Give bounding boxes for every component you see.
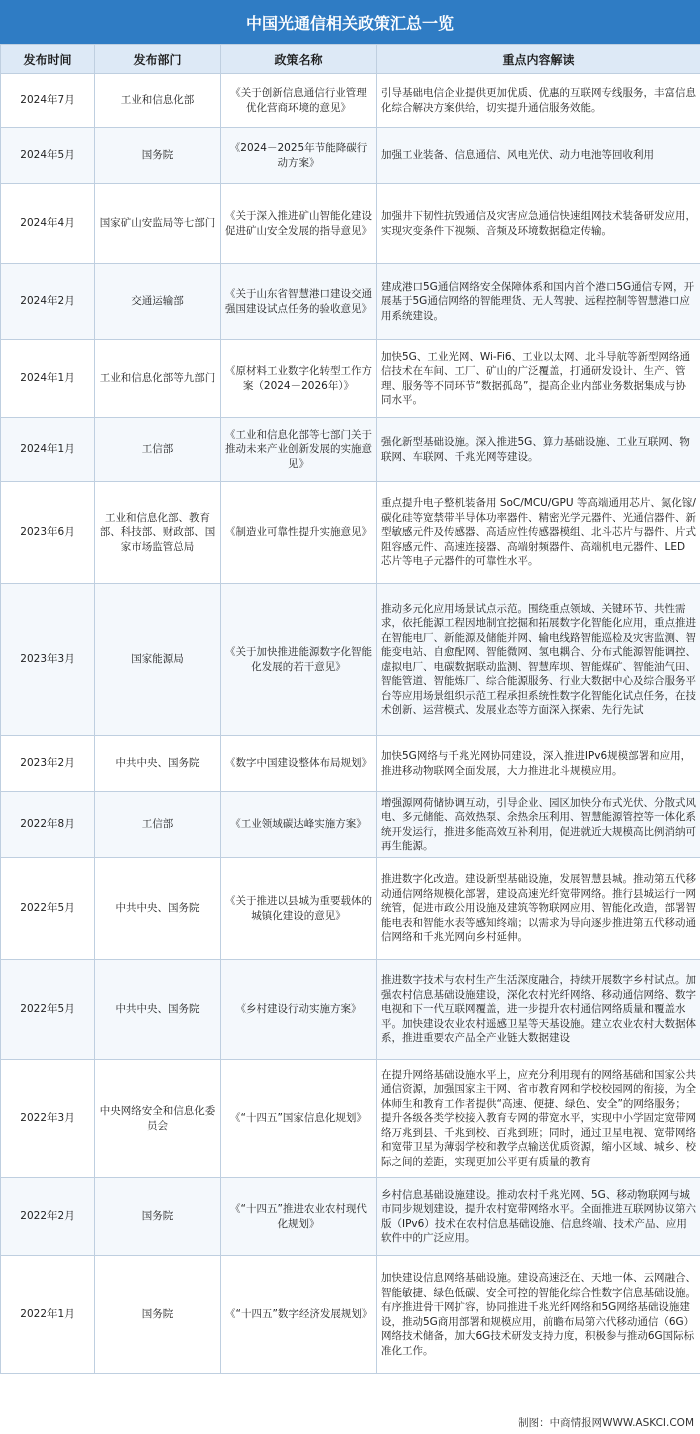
source-footer: 制图：中商情报网WWW.ASKCI.COM [518,1417,694,1429]
cell-content: 引导基础电信企业提供更加优质、优惠的互联网专线服务，丰富信息化综合解决方案供给，切实提升通信服务效能。 [377,74,700,128]
table-row [1,584,700,736]
cell-date: 2023年3月 [1,584,95,736]
cell-dept: 国家矿山安监局等七部门 [95,184,221,264]
table-header-row [1,45,700,74]
cell-dept: 工信部 [95,418,221,482]
table-row [1,1178,700,1256]
cell-policy-name: 《“十四五”数字经济发展规划》 [221,1256,377,1374]
cell-date: 2022年3月 [1,1060,95,1178]
cell-date: 2023年6月 [1,482,95,584]
cell-dept: 国家能源局 [95,584,221,736]
cell-policy-name: 《乡村建设行动实施方案》 [221,960,377,1060]
cell-content: 加强井下韧性抗毁通信及灾害应急通信快速组网技术装备研发应用，实现灾变条件下视频、音频及环境数据稳定传输。 [377,184,700,264]
header-dept: 发布部门 [95,45,221,74]
table-row [1,128,700,184]
cell-content: 加快建设信息网络基础设施。建设高速泛在、天地一体、云网融合、智能敏捷、绿色低碳、安全可控的智能化综合性数字信息基础设施。有序推进骨干网扩容，协同推进千兆光纤网络和5G网络基础设施建设，推动5G商用部署和规模应用，前瞻布局第六代移动通信（6G）网络技术储备，加大6G技术研发支持力度，积极参与推动6G国际标准化工作。 [377,1256,700,1374]
cell-dept: 中共中央、国务院 [95,960,221,1060]
cell-dept: 工业和信息化部、教育部、科技部、财政部、国家市场监管总局 [95,482,221,584]
cell-policy-name: 《关于加快推进能源数字化智能化发展的若干意见》 [221,584,377,736]
cell-dept: 工信部 [95,792,221,858]
cell-date: 2024年2月 [1,264,95,340]
cell-policy-name: 《制造业可靠性提升实施意见》 [221,482,377,584]
cell-date: 2022年5月 [1,858,95,960]
cell-dept: 中共中央、国务院 [95,736,221,792]
cell-dept: 中共中央、国务院 [95,858,221,960]
cell-dept: 国务院 [95,128,221,184]
page-title: 中国光通信相关政策汇总一览 [0,0,700,44]
cell-dept: 交通运输部 [95,264,221,340]
cell-policy-name: 《数字中国建设整体布局规划》 [221,736,377,792]
table-row [1,418,700,482]
cell-policy-name: 《2024－2025年节能降碳行动方案》 [221,128,377,184]
table-row [1,340,700,418]
cell-policy-name: 《关于推进以县城为重要载体的城镇化建设的意见》 [221,858,377,960]
cell-content: 加快5G、工业光网、Wi-Fi6、工业以太网、北斗导航等新型网络通信技术在车间、工厂、矿山的广泛覆盖，打通研发设计、生产、管理、服务等不同环节“数据孤岛”，提高企业内部业务数据集成与协同水平。 [377,340,700,418]
cell-date: 2022年1月 [1,1256,95,1374]
cell-date: 2022年8月 [1,792,95,858]
cell-policy-name: 《关于创新信息通信行业管理 优化营商环境的意见》 [221,74,377,128]
cell-dept: 中央网络安全和信息化委员会 [95,1060,221,1178]
table-row [1,736,700,792]
cell-content: 推动多元化应用场景试点示范。围绕重点领域、关键环节、共性需求，依托能源工程因地制宜挖掘和拓展数字化智能化应用，重点推进在智能电厂、新能源及储能并网、输电线路智能巡检及灾害监测、智能变电站、自愈配网、智能微网、氢电耦合、分布式能源智能调控、虚拟电厂、电碳数据联动监测、智慧库坝、智能煤矿、智能油气田、智能管道、智能炼厂、综合能源服务、行业大数据中心及综合服务平台等应用场景组织示范工程承担系统性数字化智能化试点任务，在技术创新、运营模式、发展业态等方面深入探索、先行先试 [377,584,700,736]
cell-policy-name: 《关于深入推进矿山智能化建设促进矿山安全发展的指导意见》 [221,184,377,264]
cell-date: 2024年1月 [1,340,95,418]
cell-content: 增强源网荷储协调互动，引导企业、园区加快分布式光伏、分散式风电、多元储能、高效热泵、余热余压利用、智慧能源管控等一体化系统开发运行，推进多能高效互补利用，促进就近大规模高比例消纳可再生能源。 [377,792,700,858]
table-row [1,482,700,584]
cell-date: 2023年2月 [1,736,95,792]
cell-dept: 工业和信息化部等九部门 [95,340,221,418]
cell-date: 2024年4月 [1,184,95,264]
cell-dept: 工业和信息化部 [95,74,221,128]
table-row [1,1256,700,1374]
policy-table [0,44,700,1374]
cell-date: 2024年5月 [1,128,95,184]
cell-content: 推进数字技术与农村生产生活深度融合，持续开展数字乡村试点。加强农村信息基础设施建设，深化农村光纤网络、移动通信网络、数字电视和下一代互联网覆盖，进一步提升农村通信网络质量和覆盖水平。加快建设农业农村遥感卫星等天基设施。建立农业农村大数据体系，推进重要农产品全产业链大数据建设 [377,960,700,1060]
cell-policy-name: 《“十四五”推进农业农村现代化规划》 [221,1178,377,1256]
cell-content: 乡村信息基础设施建设。推动农村千兆光网、5G、移动物联网与城市同步规划建设，提升农村宽带网络水平。全面推进互联网协议第六版（IPv6）技术在农村信息基础设施、信息终端、技术产品、应用软件中的广泛应用。 [377,1178,700,1256]
cell-date: 2024年1月 [1,418,95,482]
cell-dept: 国务院 [95,1256,221,1374]
cell-date: 2022年5月 [1,960,95,1060]
cell-content: 在提升网络基础设施水平上，应充分利用现有的网络基础和国家公共通信资源，加强国家主干网、省市教育网和学校校园网的衔接，为全体师生和教育工作者提供“高速、便捷、绿色、安全”的网络服务；提升各级各类学校接入教育专网的带宽水平，实现中小学固定宽带网络万兆到县、千兆到校、百兆到班；同时，通过卫星电视、宽带网络和宽带卫星为薄弱学校和教学点输送优质资源，缩小区域、城乡、校际之间的差距，实现更加公平更有质量的教育 [377,1060,700,1178]
cell-policy-name: 《关于山东省智慧港口建设交通强国建设试点任务的验收意见》 [221,264,377,340]
cell-content: 加快5G网络与千兆光网协同建设，深入推进IPv6规模部署和应用，推进移动物联网全面发展，大力推进北斗规模应用。 [377,736,700,792]
table-row [1,184,700,264]
cell-content: 推进数字化改造。建设新型基础设施，发展智慧县城。推动第五代移动通信网络规模化部署，建设高速光纤宽带网络。推行县城运行一网统管，促进市政公用设施及建筑等物联网应用、智能化改造，部署智能电表和智能水表等感知终端；以需求为导向逐步推进第五代移动通信网络和千兆光网向乡村延伸。 [377,858,700,960]
cell-dept: 国务院 [95,1178,221,1256]
header-date: 发布时间 [1,45,95,74]
cell-policy-name: 《工业领域碳达峰实施方案》 [221,792,377,858]
cell-content: 重点提升电子整机装备用 SoC/MCU/GPU 等高端通用芯片、氮化镓/碳化硅等宽禁带半导体功率器件、精密光学元器件、光通信器件、新型敏感元件及传感器、高适应性传感器模组、北斗芯片与器件、片式阻容感元件、高速连接器、高端射频器件、高端机电元器件、LED 芯片等电子元器件的可靠性水平。 [377,482,700,584]
header-name: 政策名称 [221,45,377,74]
header-content: 重点内容解读 [377,45,700,74]
cell-content: 加强工业装备、信息通信、风电光伏、动力电池等回收利用 [377,128,700,184]
table-row [1,960,700,1060]
table-row [1,74,700,128]
table-row [1,858,700,960]
cell-policy-name: 《工业和信息化部等七部门关于推动未来产业创新发展的实施意见》 [221,418,377,482]
table-row [1,1060,700,1178]
cell-date: 2022年2月 [1,1178,95,1256]
cell-policy-name: 《原材料工业数字化转型工作方案（2024－2026年）》 [221,340,377,418]
cell-date: 2024年7月 [1,74,95,128]
table-row [1,792,700,858]
cell-content: 强化新型基础设施。深入推进5G、算力基础设施、工业互联网、物联网、车联网、千兆光网等建设。 [377,418,700,482]
cell-content: 建成港口5G通信网络安全保障体系和国内首个港口5G通信专网，开展基于5G通信网络的智能理货、无人驾驶、远程控制等智慧港口应用系统建设。 [377,264,700,340]
table-row [1,264,700,340]
cell-policy-name: 《“十四五”国家信息化规划》 [221,1060,377,1178]
